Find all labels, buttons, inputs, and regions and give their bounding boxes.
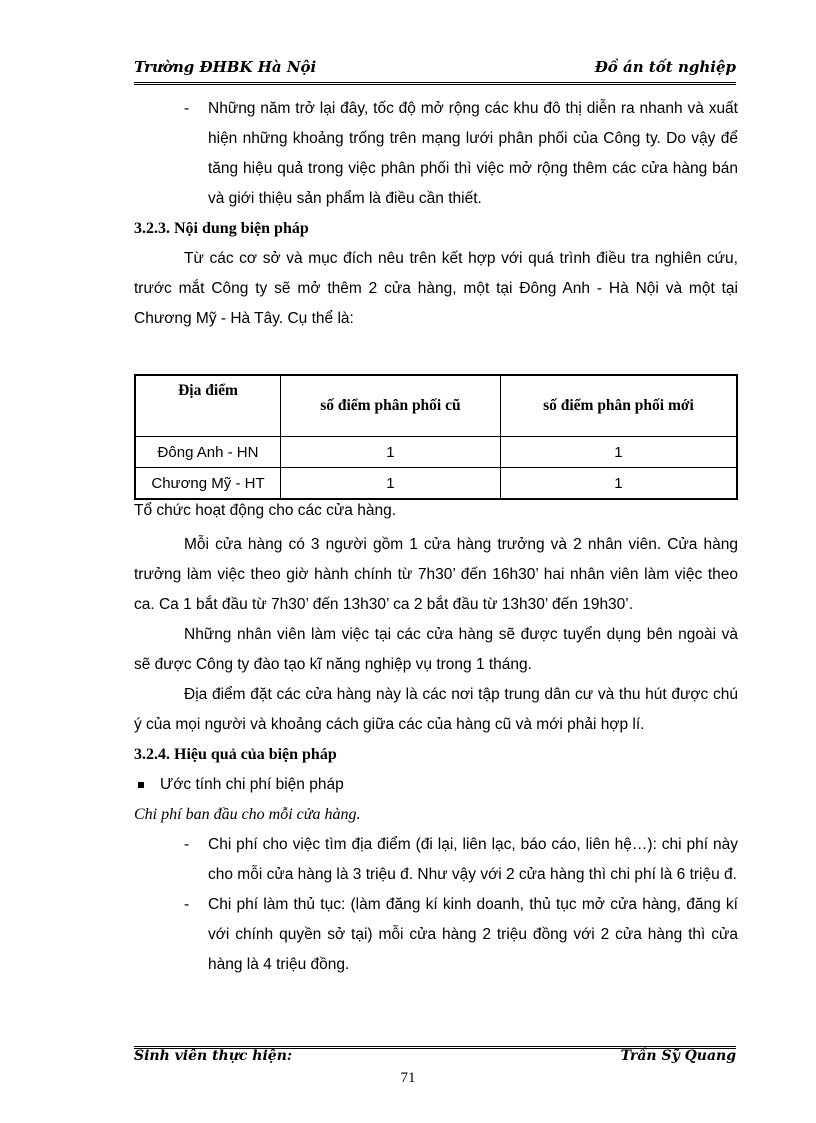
section-323-paragraph: Từ các cơ sở và mục đích nêu trên kết hợp với quá trình điều tra nghiên cứu, trước mắt Công ty sẽ mở thêm 2 cửa hàng, một tại Đông Anh - Hà Nội và một tại Chương Mỹ - Hà Tây. Cụ thể là: (134, 250, 738, 327)
org-title: Tổ chức hoạt động cho các cửa hàng. (134, 502, 397, 519)
table-cell: 1 (500, 437, 737, 468)
paragraph: Mỗi cửa hàng có 3 người gồm 1 cửa hàng trưởng và 2 nhân viên. Cửa hàng trưởng làm việc theo giờ hành chính từ 7h30’ đến 16h30’ hai nhân viên làm việc theo ca. Ca 1 bắt đầu từ 7h30’ đến 13h30’ ca 2 bắt đầu từ 13h30’ đến 19h30’. (134, 536, 738, 613)
header-rule (134, 82, 736, 83)
section-heading-324: 3.2.4. Hiệu quả của biện pháp (134, 746, 337, 763)
cost-title: Chi phí ban đầu cho mỗi cửa hàng. (134, 806, 361, 823)
cost-item-text: Chi phí làm thủ tục: (làm đăng kí kinh doanh, thủ tục mở cửa hàng, đăng kí với chính quyền sở tại) mỗi cửa hàng 2 triệu đồng với 2 cửa hàng thì cửa hàng là 4 triệu đồng. (208, 896, 738, 973)
table-cell: 1 (281, 437, 501, 468)
intro-bullet-text: Những năm trở lại đây, tốc độ mở rộng các khu đô thị diễn ra nhanh và xuất hiện những khoảng trống trên mạng lưới phân phối của Công ty. Do vậy để tăng hiệu quả trong việc phân phối thì việc mở rộng thêm các cửa hàng bán và giới thiệu sản phẩm là điều cần thiết. (208, 100, 738, 207)
table-header-cell: số điểm phân phối cũ (281, 375, 501, 437)
table-cell: 1 (281, 468, 501, 500)
section-heading-323: 3.2.3. Nội dung biện pháp (134, 220, 309, 237)
page-number: 71 (400, 1070, 416, 1086)
dash-marker: - (184, 896, 190, 913)
paragraph: Địa điểm đặt các cửa hàng này là các nơi tập trung dân cư và thu hút được chú ý của mọi người và khoảng cách giữa các của hàng cũ và mới phải hợp lí. (134, 686, 738, 733)
dash-marker: - (184, 100, 190, 117)
page-header (134, 58, 736, 80)
cost-item (134, 830, 738, 890)
footer-author: Trần Sỹ Quang (620, 1048, 736, 1064)
table-header-row (135, 375, 737, 437)
table-cell: 1 (500, 468, 737, 500)
table-header-cell: số điểm phân phối mới (500, 375, 737, 437)
cost-item-text: Chi phí cho việc tìm địa điểm (đi lại, liên lạc, báo cáo, liên hệ…): chi phí này cho mỗi cửa hàng là 3 triệu đ. Như vậy với 2 cửa hàng thì chi phí là 6 triệu đ. (208, 836, 738, 883)
square-bullet-icon (138, 782, 144, 788)
footer-student-label: Sinh viên thực hiện: (134, 1048, 293, 1064)
table-cell: Chương Mỹ - HT (135, 468, 281, 500)
bullet-text: Ước tính chi phí biện pháp (160, 776, 344, 793)
bullet-item (134, 770, 738, 800)
page-footer (134, 1046, 736, 1068)
page-body (134, 94, 738, 980)
header-rule-2 (134, 84, 736, 85)
intro-bullet (134, 94, 738, 214)
paragraph: Những nhân viên làm việc tại các cửa hàng sẽ được tuyển dụng bên ngoài và sẽ được Công ty đào tạo kĩ năng nghiệp vụ trong 1 tháng. (134, 626, 738, 673)
table-row (135, 468, 737, 500)
distribution-table (134, 374, 738, 500)
cost-item (134, 890, 738, 980)
header-doc-type: Đồ án tốt nghiệp (594, 58, 736, 76)
table-header-cell: Địa điểm (135, 375, 281, 437)
table-row (135, 437, 737, 468)
dash-marker: - (184, 836, 190, 853)
table-cell: Đông Anh - HN (135, 437, 281, 468)
header-school: Trường ĐHBK Hà Nội (134, 58, 317, 76)
